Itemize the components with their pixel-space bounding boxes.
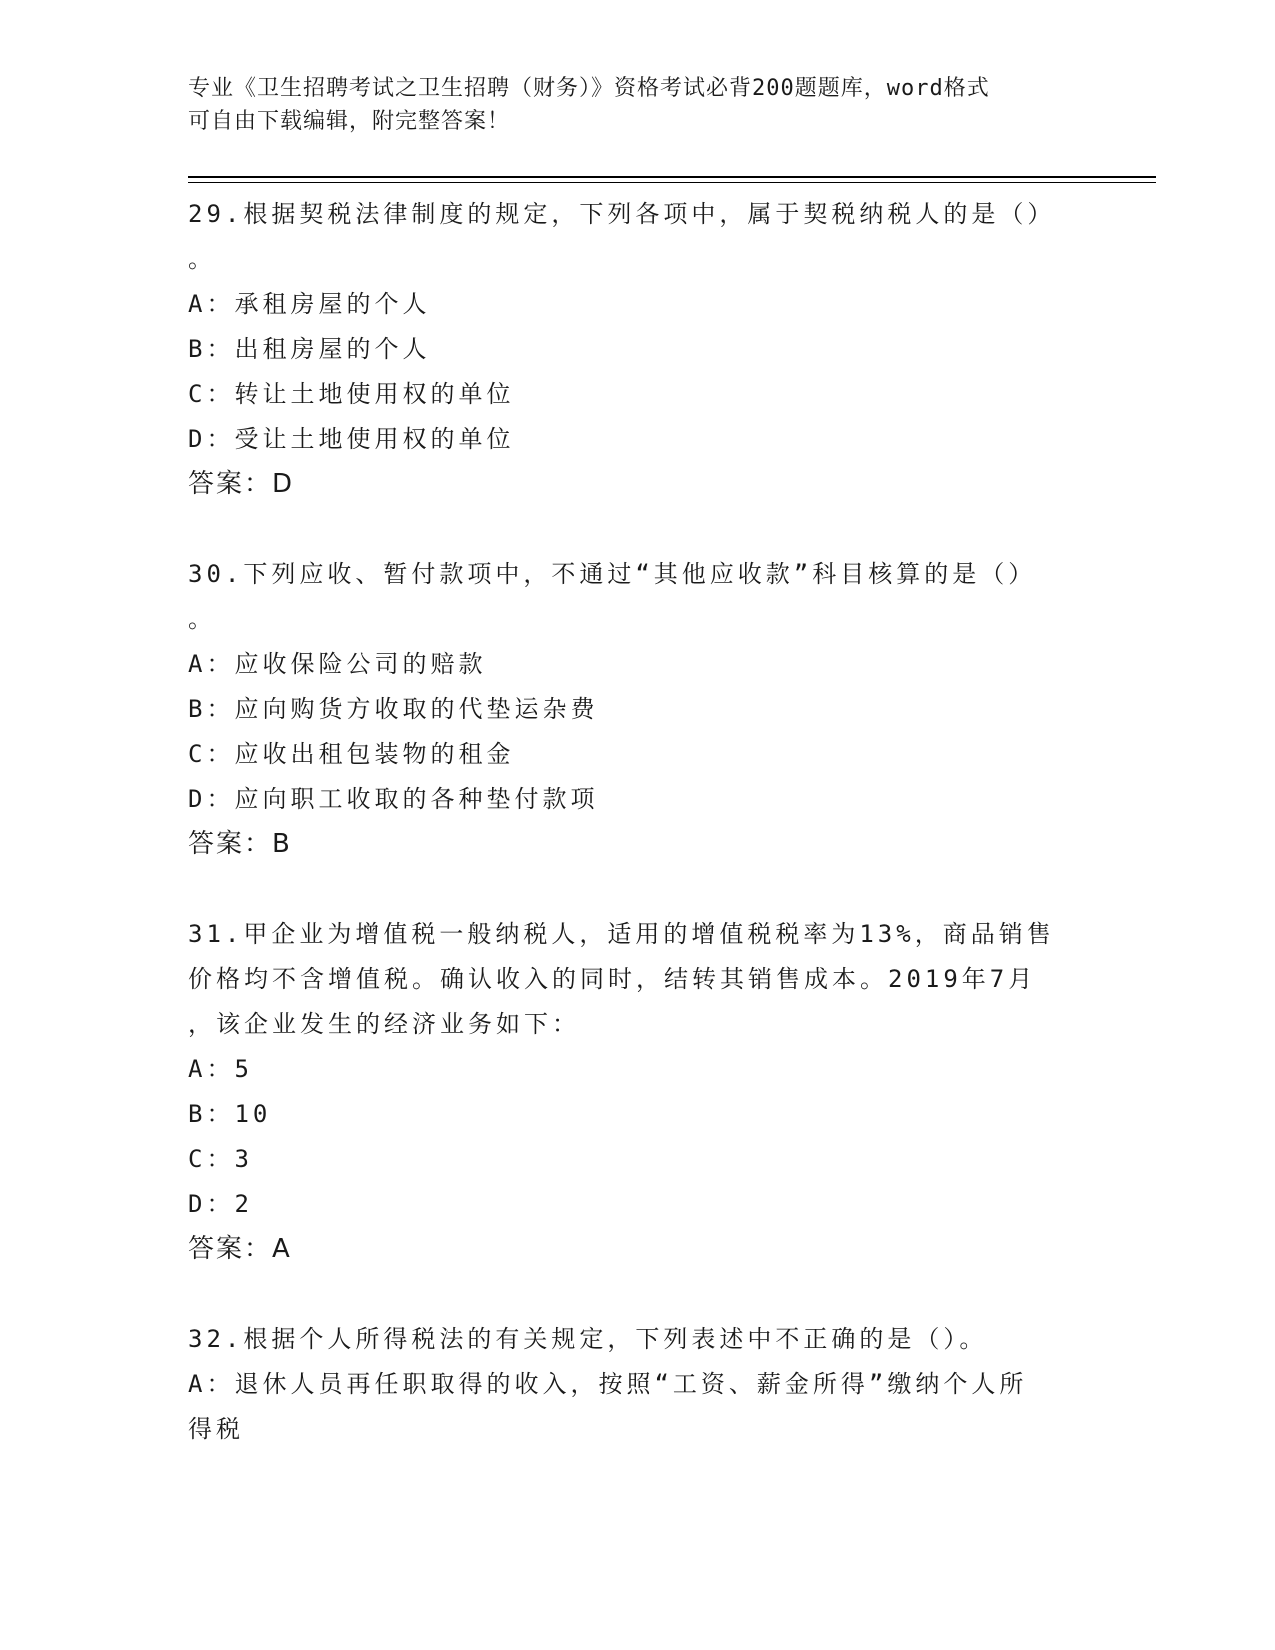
question-list — [188, 192, 1068, 1452]
option-c: C：3 — [188, 1145, 253, 1173]
question-30 — [188, 552, 1068, 867]
option-a: A：5 — [188, 1055, 253, 1083]
question-32 — [188, 1317, 1068, 1452]
option-a: A：承租房屋的个人 — [188, 290, 431, 318]
option-b: B：应向购货方收取的代垫运杂费 — [188, 695, 599, 723]
question-stem: 32.根据个人所得税法的有关规定，下列表述中不正确的是（）。 — [188, 1325, 988, 1353]
option-b: B：出租房屋的个人 — [188, 335, 431, 363]
question-stem-continued: ，该企业发生的经济业务如下： — [188, 1010, 580, 1038]
answer-line: 答案：A — [188, 1234, 292, 1264]
option-c: C：应收出租包装物的租金 — [188, 740, 515, 768]
header-line-1: 专业《卫生招聘考试之卫生招聘（财务）》资格考试必背200题题库，word格式 — [188, 76, 990, 101]
question-stem: 30.下列应收、暂付款项中，不通过“其他应收款”科目核算的是（） — [188, 560, 1037, 588]
document-header — [188, 72, 1068, 138]
option-d: D：应向职工收取的各种垫付款项 — [188, 785, 599, 813]
question-stem-continued: 价格均不含增值税。确认收入的同时，结转其销售成本。2019年7月 — [188, 965, 1037, 993]
option-d: D：受让土地使用权的单位 — [188, 425, 515, 453]
question-31 — [188, 912, 1068, 1272]
question-stem: 29.根据契税法律制度的规定，下列各项中，属于契税纳税人的是（） — [188, 200, 1056, 228]
header-line-2: 可自由下载编辑，附完整答案！ — [188, 109, 511, 134]
option-b: B：10 — [188, 1100, 272, 1128]
header-divider-thin — [188, 182, 1156, 183]
answer-line: 答案：D — [188, 469, 295, 499]
question-29 — [188, 192, 1068, 507]
option-d: D：2 — [188, 1190, 253, 1218]
option-a: A：应收保险公司的赔款 — [188, 650, 487, 678]
option-c: C：转让土地使用权的单位 — [188, 380, 515, 408]
answer-line: 答案：B — [188, 829, 292, 859]
question-stem-continued: 。 — [188, 245, 216, 273]
question-stem: 31.甲企业为增值税一般纳税人，适用的增值税税率为13%，商品销售 — [188, 920, 1055, 948]
header-divider-thick — [188, 176, 1156, 178]
question-stem-continued: 。 — [188, 605, 216, 633]
option-a-continued: 得税 — [188, 1415, 244, 1443]
option-a: A：退休人员再任职取得的收入，按照“工资、薪金所得”缴纳个人所 — [188, 1370, 1028, 1398]
